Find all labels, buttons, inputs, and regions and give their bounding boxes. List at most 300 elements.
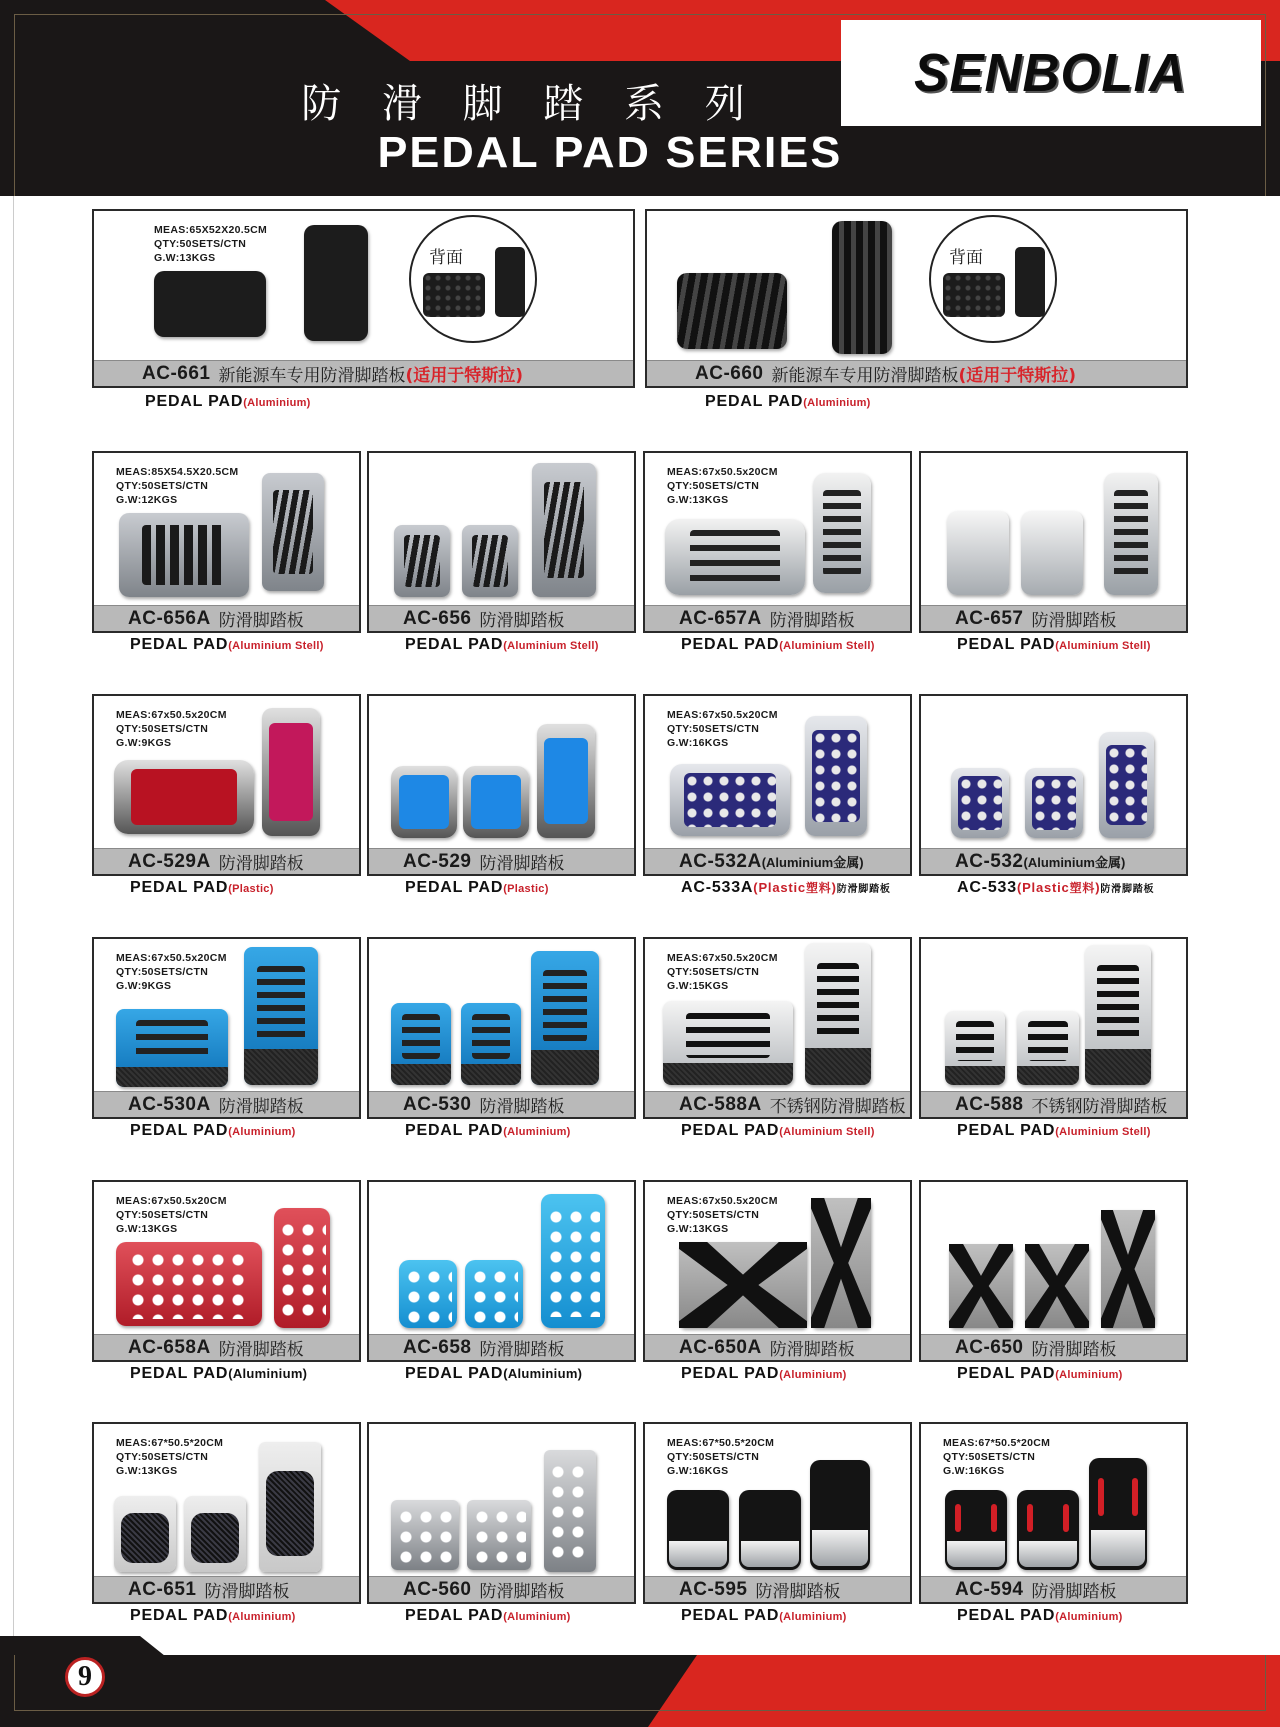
pedal-graphic <box>1017 1490 1079 1570</box>
pedal-pad-label: PEDAL PAD <box>957 1607 1056 1624</box>
product-model: AC-660 <box>695 362 764 384</box>
product-caption <box>94 848 359 874</box>
product-image <box>921 939 1186 1091</box>
pedal-graphic <box>244 947 318 1085</box>
brand-logo <box>841 20 1261 126</box>
pedal-graphic <box>1021 511 1083 595</box>
product-name-cn: 防滑脚踏板 <box>1031 1582 1117 1602</box>
pedal-holes <box>548 1462 592 1562</box>
spec-line: MEAS:67x50.5x20CM <box>116 709 227 721</box>
pedal-red-accent <box>955 1504 961 1531</box>
pedal-pad-label: PEDAL PAD <box>405 1122 504 1139</box>
product-card <box>643 1180 912 1362</box>
alt-material-close: ) <box>831 880 837 895</box>
pedal-heel-pad <box>1017 1066 1079 1085</box>
pedal-x-pattern <box>679 1242 807 1328</box>
pedal-graphic <box>739 1490 801 1570</box>
pedal-graphic <box>274 1208 330 1328</box>
pedal-red-accent <box>1098 1478 1104 1516</box>
product-model: AC-658 <box>403 1336 472 1358</box>
pedal-red-accent <box>1132 1478 1138 1516</box>
product-caption <box>94 360 633 386</box>
product-card <box>367 451 636 633</box>
spec-line: QTY:50SETS/CTN <box>116 1209 209 1221</box>
pedal-grip-pattern <box>273 490 313 575</box>
product-material: (Plastic) <box>228 883 274 895</box>
pedal-insert <box>958 776 1002 829</box>
product-material: (Aluminium Stell) <box>1055 1126 1151 1138</box>
pedal-grip-pattern <box>690 530 780 585</box>
back-view-inset <box>409 215 537 343</box>
pedal-graphic <box>114 1496 176 1572</box>
product-model: AC-657A <box>679 607 762 629</box>
product-subline <box>130 879 274 897</box>
product-subline <box>130 636 324 654</box>
pedal-graphic <box>663 1001 793 1085</box>
pedal-heel-pad <box>1085 1049 1151 1085</box>
product-image <box>369 696 634 848</box>
product-subline <box>957 1607 1123 1625</box>
spec-line: G.W:13KGS <box>667 494 729 506</box>
product-subline <box>681 1365 847 1383</box>
pedal-graphic <box>813 473 871 593</box>
product-name-cn: 防滑脚踏板 <box>1031 1340 1117 1360</box>
product-model: AC-532A <box>679 850 762 872</box>
product-subline <box>405 1607 571 1625</box>
pedal-grip-pattern <box>817 963 859 1040</box>
spec-line: G.W:16KGS <box>943 1465 1005 1477</box>
pedal-insert <box>1106 745 1148 826</box>
product-caption <box>369 1091 634 1117</box>
pedal-pad-label: PEDAL PAD <box>957 1365 1056 1382</box>
pedal-holes <box>396 1507 453 1564</box>
pedal-graphic <box>670 764 790 836</box>
product-name-cn: 新能源车专用防滑脚踏板 <box>218 366 406 386</box>
product-subline <box>681 879 891 897</box>
product-card <box>367 1422 636 1604</box>
product-image <box>369 453 634 605</box>
pedal-graphic <box>544 1450 596 1572</box>
product-model: AC-529 <box>403 850 472 872</box>
pedal-pad-label: PEDAL PAD <box>681 636 780 653</box>
spec-line: G.W:13KGS <box>154 252 216 264</box>
product-specs <box>667 708 778 750</box>
product-material: (Aluminium) <box>228 1611 296 1623</box>
pedal-graphic <box>304 225 368 341</box>
product-caption <box>369 848 634 874</box>
product-caption <box>921 1091 1186 1117</box>
product-caption <box>921 1334 1186 1360</box>
pedal-pad-label: PEDAL PAD <box>405 1607 504 1624</box>
product-subline <box>130 1607 296 1625</box>
pedal-pad-label: PEDAL PAD <box>130 1365 229 1382</box>
pedal-pad-label: PEDAL PAD <box>130 1607 229 1624</box>
pedal-graphic <box>665 519 805 595</box>
spec-line: QTY:50SETS/CTN <box>154 238 247 250</box>
product-image <box>94 1424 359 1576</box>
pedal-insert <box>812 730 859 821</box>
pedal-chrome-plate <box>669 1541 726 1567</box>
product-caption <box>369 605 634 631</box>
brand-logo-text: SENBOLIA <box>914 43 1188 103</box>
product-subline <box>130 1365 307 1383</box>
product-material: (Aluminium Stell) <box>1055 640 1151 652</box>
back-view-inset <box>929 215 1057 343</box>
pedal-heel-pad <box>531 1050 599 1085</box>
pedal-back-graphic <box>943 273 1005 317</box>
product-caption <box>921 848 1186 874</box>
product-model: AC-588 <box>955 1093 1024 1115</box>
pedal-insert <box>684 773 775 828</box>
product-name-cn: 防滑脚踏板 <box>769 611 855 631</box>
product-model: AC-530 <box>403 1093 472 1115</box>
pedal-back-graphic <box>495 247 525 317</box>
alt-material-open: ( <box>753 880 759 895</box>
spec-line: MEAS:67x50.5x20CM <box>667 466 778 478</box>
product-model: AC-529A <box>128 850 211 872</box>
product-specs <box>667 465 778 507</box>
pedal-graphic <box>114 760 254 834</box>
product-caption <box>921 605 1186 631</box>
pedal-graphic <box>667 1490 729 1570</box>
pedal-red-accent <box>991 1504 997 1531</box>
pedal-graphic <box>945 1011 1005 1085</box>
back-view-label: 背面 <box>949 248 983 268</box>
spec-line: G.W:16KGS <box>667 737 729 749</box>
pedal-graphic <box>1017 1011 1079 1085</box>
product-card <box>643 451 912 633</box>
pedal-pad-label: PEDAL PAD <box>405 1365 504 1382</box>
spec-line: G.W:16KGS <box>667 1465 729 1477</box>
product-model: AC-656 <box>403 607 472 629</box>
product-card <box>643 694 912 876</box>
product-card <box>367 937 636 1119</box>
spec-line: G.W:9KGS <box>116 980 172 992</box>
pedal-holes <box>470 1267 519 1323</box>
pedal-grip-pattern <box>956 1021 994 1061</box>
product-fit-note: (适用于特斯拉) <box>958 366 1077 386</box>
pedal-graphic <box>805 716 867 836</box>
pedal-pad-label: PEDAL PAD <box>130 636 229 653</box>
pedal-pad-label: PEDAL PAD <box>130 1122 229 1139</box>
alt-material-cn: 塑料 <box>1069 881 1096 895</box>
product-card <box>92 694 361 876</box>
pedal-pad-label: PEDAL PAD <box>405 636 504 653</box>
pedal-grip-pattern <box>823 490 860 576</box>
pedal-graphic <box>537 724 595 838</box>
pedal-graphic <box>391 766 457 838</box>
product-subline <box>405 879 549 897</box>
product-caption <box>645 1576 910 1602</box>
pedal-grip-pattern <box>1028 1021 1068 1061</box>
product-specs <box>116 1436 223 1478</box>
title-chinese-text: 防 滑 脚 踏 系 列 <box>301 81 759 127</box>
product-card <box>92 451 361 633</box>
product-specs <box>116 951 227 993</box>
product-card <box>92 209 635 388</box>
product-specs <box>116 1194 227 1236</box>
product-image <box>645 453 910 605</box>
product-model: AC-661 <box>142 362 211 384</box>
pedal-graphic <box>811 1198 871 1328</box>
product-image <box>94 1182 359 1334</box>
product-material: (Aluminium) <box>1055 1611 1123 1623</box>
pedal-graphic <box>947 511 1009 595</box>
product-material: (Aluminium Stell) <box>228 640 324 652</box>
product-model: AC-594 <box>955 1578 1024 1600</box>
product-subline <box>405 1365 582 1383</box>
pedal-x-pattern <box>949 1244 1013 1328</box>
spec-line: MEAS:67*50.5*20CM <box>116 1437 224 1449</box>
pedal-pad-label: PEDAL PAD <box>705 393 804 410</box>
pedal-insert <box>399 775 449 830</box>
product-subline <box>681 1607 847 1625</box>
product-name-cn: 不锈钢防滑脚踏板 <box>1031 1097 1168 1117</box>
product-name-cn: 防滑脚踏板 <box>218 854 304 874</box>
alt-material-close: ) <box>1095 880 1101 895</box>
spec-line: MEAS:67x50.5x20CM <box>667 1195 778 1207</box>
pedal-heel-pad <box>805 1048 871 1085</box>
pedal-graphic <box>1104 473 1158 595</box>
product-subline <box>405 636 599 654</box>
pedal-grip-pattern <box>136 1020 208 1062</box>
spec-line: MEAS:67*50.5*20CM <box>667 1437 775 1449</box>
pedal-graphic <box>949 1244 1013 1328</box>
pedal-graphic <box>465 1260 523 1328</box>
page-number-badge <box>65 1657 105 1697</box>
product-model: AC-532 <box>955 850 1024 872</box>
product-model: AC-658A <box>128 1336 211 1358</box>
pedal-back-graphic <box>1015 247 1045 317</box>
product-name-cn: 防滑脚踏板 <box>769 1340 855 1360</box>
spec-line: QTY:50SETS/CTN <box>116 480 209 492</box>
product-caption <box>647 360 1186 386</box>
product-image <box>921 453 1186 605</box>
pedal-chrome-plate <box>1091 1530 1144 1566</box>
pedal-pad-label: PEDAL PAD <box>405 879 504 896</box>
pedal-pad-label: PEDAL PAD <box>145 393 244 410</box>
product-card <box>92 1422 361 1604</box>
pedal-graphic <box>262 473 324 591</box>
spec-line: G.W:13KGS <box>116 1465 178 1477</box>
pedal-grip-pattern <box>1114 490 1149 578</box>
spec-line: QTY:50SETS/CTN <box>116 966 209 978</box>
product-model: AC-657 <box>955 607 1024 629</box>
spec-line: MEAS:85X54.5X20.5CM <box>116 466 239 478</box>
product-card <box>919 937 1188 1119</box>
pedal-graphic <box>1099 732 1154 838</box>
product-material: (Aluminium) <box>228 1126 296 1138</box>
back-view-label: 背面 <box>429 248 463 268</box>
pedal-grip-pattern <box>686 1013 769 1058</box>
pedal-x-pattern <box>811 1198 871 1328</box>
product-image <box>921 1424 1186 1576</box>
title-english: PEDAL PAD SERIES <box>377 128 843 177</box>
product-caption <box>94 1091 359 1117</box>
spec-line: G.W:15KGS <box>667 980 729 992</box>
spec-line: MEAS:67*50.5*20CM <box>943 1437 1051 1449</box>
spec-line: G.W:13KGS <box>116 1223 178 1235</box>
product-model: AC-656A <box>128 607 211 629</box>
product-model: AC-651 <box>128 1578 197 1600</box>
pedal-insert <box>544 738 588 825</box>
spec-line: G.W:9KGS <box>116 737 172 749</box>
product-name-cn: 防滑脚踏板 <box>479 854 565 874</box>
pedal-pad-label: PEDAL PAD <box>130 879 229 896</box>
product-card <box>919 1180 1188 1362</box>
pedal-holes <box>128 1250 251 1319</box>
spec-line: G.W:13KGS <box>667 1223 729 1235</box>
product-material: (Aluminium) <box>803 397 871 409</box>
product-material: (Aluminium金属) <box>1023 855 1126 870</box>
page-header <box>0 0 1280 196</box>
spec-line: QTY:50SETS/CTN <box>667 723 760 735</box>
pedal-pad-label: PEDAL PAD <box>957 636 1056 653</box>
product-material: (Aluminium) <box>779 1611 847 1623</box>
pedal-chrome-plate <box>741 1541 798 1567</box>
alt-material: Plastic <box>758 880 806 895</box>
pedal-graphic <box>677 273 787 349</box>
pedal-holes <box>278 1220 325 1318</box>
pedal-heel-pad <box>663 1063 793 1085</box>
product-material: (Aluminium) <box>503 1366 583 1381</box>
pedal-graphic <box>1025 1244 1089 1328</box>
product-caption <box>921 1576 1186 1602</box>
pedal-graphic <box>945 1490 1007 1570</box>
product-material: (Plastic) <box>503 883 549 895</box>
product-material: (Aluminium) <box>503 1126 571 1138</box>
pedal-graphic <box>531 951 599 1085</box>
pedal-back-graphic <box>423 273 485 317</box>
pedal-holes <box>404 1267 453 1323</box>
product-image <box>94 696 359 848</box>
product-subline <box>681 1122 875 1140</box>
product-specs <box>154 223 267 265</box>
pedal-chrome-plate <box>947 1541 1004 1567</box>
product-image <box>369 1424 634 1576</box>
product-image <box>645 1182 910 1334</box>
alt-model: AC-533 <box>957 879 1017 896</box>
alt-material-open: ( <box>1016 880 1023 895</box>
product-material: (Aluminium Stell) <box>779 1126 875 1138</box>
page-number: 9 <box>78 1661 92 1692</box>
product-subline <box>681 636 875 654</box>
product-card <box>919 451 1188 633</box>
pedal-graphic <box>184 1496 246 1572</box>
pedal-insert <box>471 775 521 830</box>
product-card <box>92 937 361 1119</box>
pedal-holes <box>472 1507 526 1564</box>
footer-frame-line <box>14 1655 1266 1711</box>
product-caption <box>94 605 359 631</box>
pedal-grip-pattern <box>472 535 508 587</box>
product-subline <box>957 1365 1123 1383</box>
pedal-graphic <box>154 271 266 337</box>
pedal-graphic <box>116 1242 262 1326</box>
product-image <box>94 211 633 360</box>
alt-name-cn: 防滑脚踏板 <box>836 884 891 895</box>
product-card <box>367 694 636 876</box>
product-material: (Aluminium金属) <box>761 855 864 870</box>
pedal-grip-pattern <box>404 535 440 587</box>
pedal-pad-label: PEDAL PAD <box>681 1365 780 1382</box>
product-caption <box>645 848 910 874</box>
pedal-grip-pattern <box>402 1014 440 1058</box>
pedal-insert <box>131 769 237 825</box>
pedal-holes <box>546 1207 600 1317</box>
pedal-red-accent <box>1063 1504 1069 1531</box>
pedal-carbon-insert <box>266 1471 313 1557</box>
product-image <box>921 1182 1186 1334</box>
product-caption <box>94 1576 359 1602</box>
pedal-carbon-insert <box>191 1513 238 1563</box>
product-card <box>367 1180 636 1362</box>
alt-material-cn: 塑料 <box>805 881 832 895</box>
pedal-graphic <box>462 525 518 597</box>
product-specs <box>943 1436 1050 1478</box>
product-material: (Aluminium) <box>243 397 311 409</box>
product-image <box>94 939 359 1091</box>
pedal-carbon-insert <box>121 1513 168 1563</box>
pedal-grip-pattern <box>257 966 304 1041</box>
pedal-graphic <box>391 1500 459 1570</box>
pedal-graphic <box>116 1009 228 1087</box>
pedal-insert <box>1032 776 1076 829</box>
pedal-graphic <box>119 513 249 597</box>
product-model: AC-588A <box>679 1093 762 1115</box>
product-caption <box>645 1091 910 1117</box>
pedal-graphic <box>951 768 1009 838</box>
pedal-pad-label: PEDAL PAD <box>681 1122 780 1139</box>
product-specs <box>667 1194 778 1236</box>
product-image <box>647 211 1186 360</box>
pedal-graphic <box>259 1442 321 1572</box>
product-name-cn: 防滑脚踏板 <box>479 1582 565 1602</box>
product-caption <box>369 1334 634 1360</box>
product-model: AC-560 <box>403 1578 472 1600</box>
pedal-graphic <box>463 766 529 838</box>
pedal-x-pattern <box>1101 1210 1155 1328</box>
product-specs <box>667 1436 774 1478</box>
product-caption <box>645 605 910 631</box>
product-material: (Aluminium) <box>503 1611 571 1623</box>
spec-line: QTY:50SETS/CTN <box>116 723 209 735</box>
product-model: AC-530A <box>128 1093 211 1115</box>
pedal-graphic <box>832 221 892 354</box>
spec-line: MEAS:67x50.5x20CM <box>667 952 778 964</box>
pedal-chrome-plate <box>1019 1541 1076 1567</box>
pedal-pad-label: PEDAL PAD <box>681 1607 780 1624</box>
pedal-graphic <box>679 1242 807 1328</box>
alt-name-cn: 防滑脚踏板 <box>1100 884 1155 895</box>
product-subline <box>705 393 871 411</box>
pedal-pad-label: PEDAL PAD <box>957 1122 1056 1139</box>
product-model: AC-595 <box>679 1578 748 1600</box>
pedal-graphic <box>1085 945 1151 1085</box>
pedal-chrome-plate <box>812 1530 867 1565</box>
spec-line: QTY:50SETS/CTN <box>667 966 760 978</box>
product-caption <box>94 1334 359 1360</box>
product-material: (Aluminium) <box>228 1366 308 1381</box>
product-subline <box>957 636 1151 654</box>
product-name-cn: 防滑脚踏板 <box>479 1340 565 1360</box>
spec-line: MEAS:67x50.5x20CM <box>116 952 227 964</box>
footer-corner-tab <box>0 1636 165 1656</box>
pedal-grip-pattern <box>543 970 587 1042</box>
spec-line: QTY:50SETS/CTN <box>943 1451 1036 1463</box>
product-card <box>645 209 1188 388</box>
pedal-graphic <box>262 708 320 836</box>
